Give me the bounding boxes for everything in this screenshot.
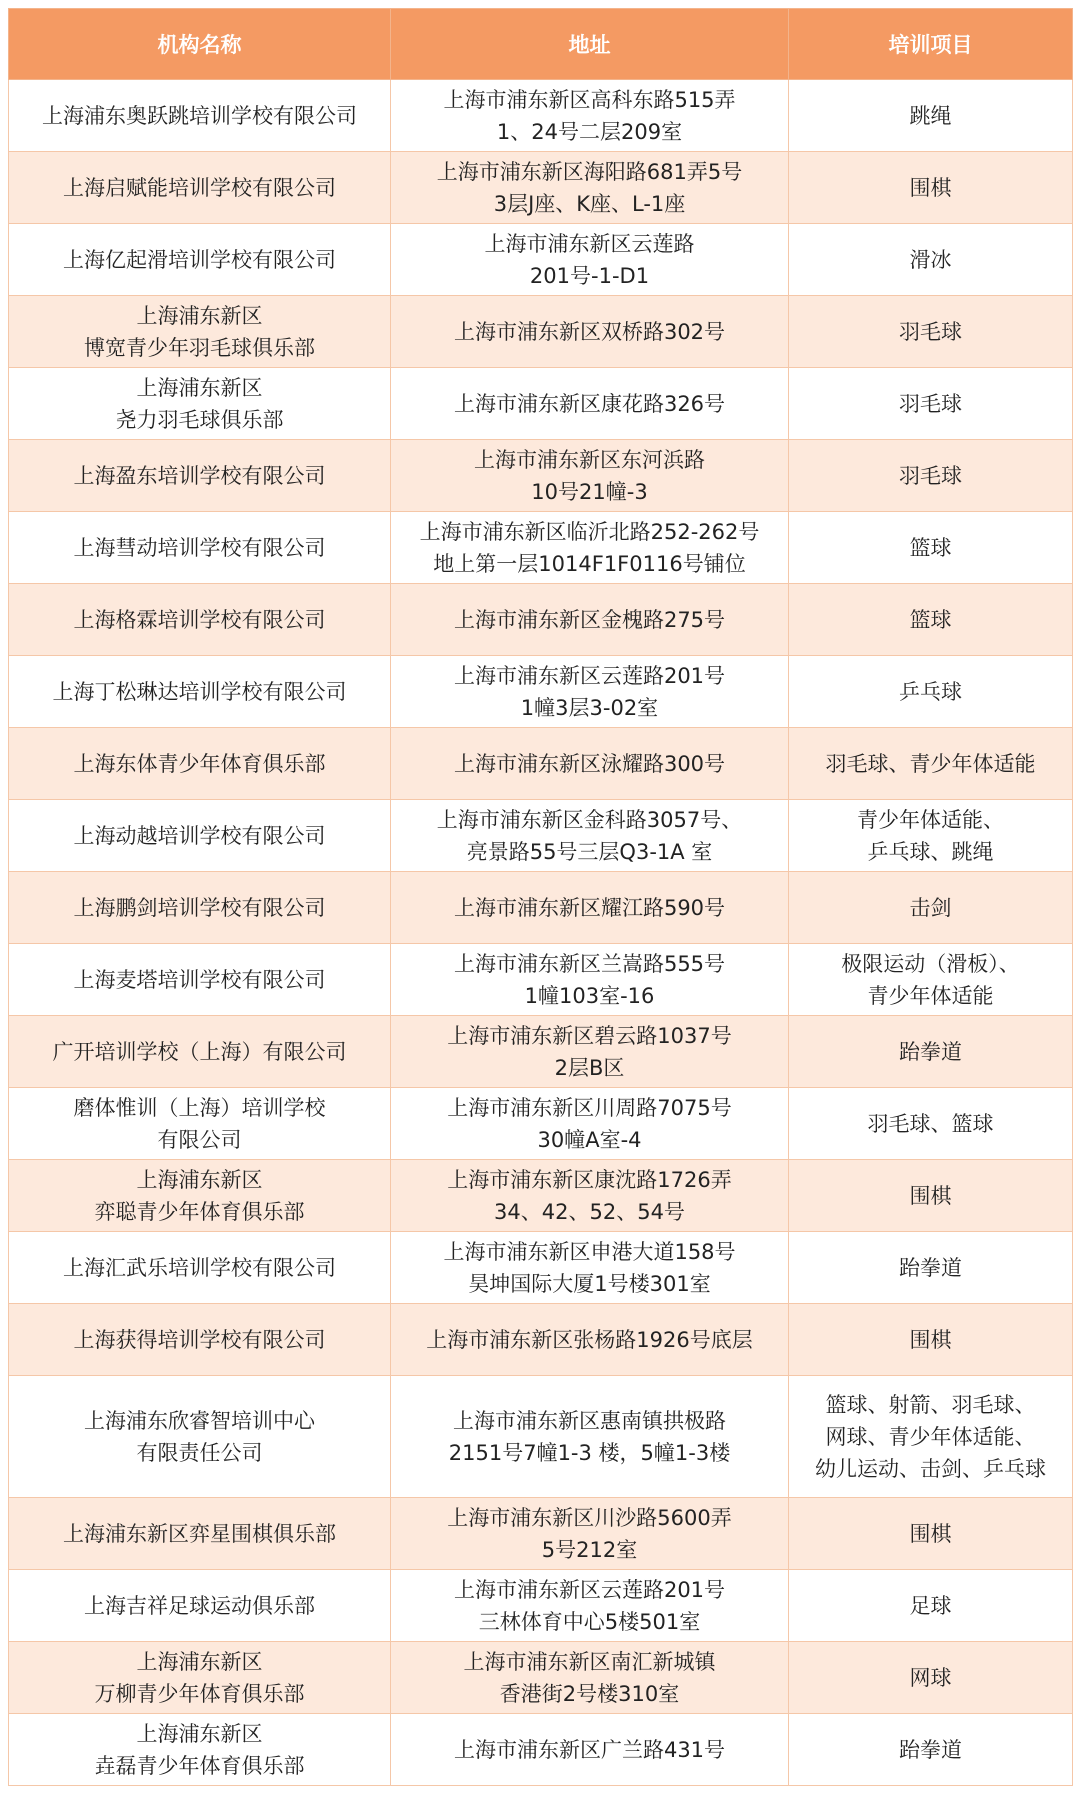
institution-name-cell: 上海盈东培训学校有限公司 [9,440,391,512]
table-row [9,944,1073,1016]
program-cell: 羽毛球 [789,368,1073,440]
institution-name-cell: 上海浦东新区 博宽青少年羽毛球俱乐部 [9,296,391,368]
column-header-program: 培训项目 [789,9,1073,80]
address-cell: 上海市浦东新区泳耀路300号 [391,728,789,800]
address-cell: 上海市浦东新区耀江路590号 [391,872,789,944]
table-row [9,1232,1073,1304]
program-cell: 围棋 [789,152,1073,224]
header-row [9,9,1073,80]
table-row [9,728,1073,800]
program-cell: 围棋 [789,1304,1073,1376]
institution-name-cell: 上海浦东新区 万柳青少年体育俱乐部 [9,1642,391,1714]
table-row [9,1498,1073,1570]
institution-name-cell: 上海鹏剑培训学校有限公司 [9,872,391,944]
institution-name-cell: 上海浦东新区 弈聪青少年体育俱乐部 [9,1160,391,1232]
table-row [9,1304,1073,1376]
address-cell: 上海市浦东新区临沂北路252-262号 地上第一层1014F1F0116号铺位 [391,512,789,584]
program-cell: 羽毛球、青少年体适能 [789,728,1073,800]
program-cell: 篮球 [789,512,1073,584]
institution-name-cell: 上海彗动培训学校有限公司 [9,512,391,584]
institution-name-cell: 上海麦塔培训学校有限公司 [9,944,391,1016]
institution-name-cell: 上海浦东奥跃跳培训学校有限公司 [9,80,391,152]
program-cell: 篮球、射箭、羽毛球、 网球、青少年体适能、 幼儿运动、击剑、乒乓球 [789,1376,1073,1498]
address-cell: 上海市浦东新区广兰路431号 [391,1714,789,1786]
address-cell: 上海市浦东新区云莲路201号 1幢3层3-02室 [391,656,789,728]
table-row [9,1570,1073,1642]
program-cell: 网球 [789,1642,1073,1714]
column-header-address: 地址 [391,9,789,80]
address-cell: 上海市浦东新区康沈路1726弄 34、42、52、54号 [391,1160,789,1232]
program-cell: 跆拳道 [789,1232,1073,1304]
table-row [9,152,1073,224]
address-cell: 上海市浦东新区申港大道158号 昊坤国际大厦1号楼301室 [391,1232,789,1304]
program-cell: 青少年体适能、 乒乓球、跳绳 [789,800,1073,872]
table-row [9,368,1073,440]
address-cell: 上海市浦东新区惠南镇拱极路 2151号7幢1-3 楼，5幢1-3楼 [391,1376,789,1498]
table-row [9,872,1073,944]
institution-name-cell: 上海丁松琳达培训学校有限公司 [9,656,391,728]
table-row [9,224,1073,296]
table-row [9,80,1073,152]
institution-name-cell: 上海格霖培训学校有限公司 [9,584,391,656]
column-header-name: 机构名称 [9,9,391,80]
address-cell: 上海市浦东新区东河浜路 10号21幢-3 [391,440,789,512]
address-cell: 上海市浦东新区康花路326号 [391,368,789,440]
institution-name-cell: 上海浦东新区 尧力羽毛球俱乐部 [9,368,391,440]
address-cell: 上海市浦东新区海阳路681弄5号 3层J座、K座、L-1座 [391,152,789,224]
institution-name-cell: 上海启赋能培训学校有限公司 [9,152,391,224]
address-cell: 上海市浦东新区高科东路515弄 1、24号二层209室 [391,80,789,152]
table-row [9,440,1073,512]
address-cell: 上海市浦东新区云莲路201号 三林体育中心5楼501室 [391,1570,789,1642]
table-row [9,1642,1073,1714]
institution-name-cell: 上海动越培训学校有限公司 [9,800,391,872]
table-row [9,656,1073,728]
address-cell: 上海市浦东新区川沙路5600弄 5号212室 [391,1498,789,1570]
institution-table [8,8,1073,1786]
address-cell: 上海市浦东新区川周路7075号 30幢A室-4 [391,1088,789,1160]
table-row [9,1160,1073,1232]
institution-name-cell: 上海东体青少年体育俱乐部 [9,728,391,800]
program-cell: 跳绳 [789,80,1073,152]
program-cell: 跆拳道 [789,1016,1073,1088]
program-cell: 围棋 [789,1160,1073,1232]
program-cell: 篮球 [789,584,1073,656]
table-row [9,512,1073,584]
program-cell: 滑冰 [789,224,1073,296]
program-cell: 围棋 [789,1498,1073,1570]
table-row [9,584,1073,656]
address-cell: 上海市浦东新区南汇新城镇 香港街2号楼310室 [391,1642,789,1714]
table-row [9,296,1073,368]
address-cell: 上海市浦东新区金槐路275号 [391,584,789,656]
address-cell: 上海市浦东新区云莲路 201号-1-D1 [391,224,789,296]
address-cell: 上海市浦东新区双桥路302号 [391,296,789,368]
program-cell: 极限运动（滑板）、 青少年体适能 [789,944,1073,1016]
program-cell: 足球 [789,1570,1073,1642]
institution-name-cell: 上海浦东新区弈星围棋俱乐部 [9,1498,391,1570]
institution-name-cell: 上海获得培训学校有限公司 [9,1304,391,1376]
institution-name-cell: 磨体惟训（上海）培训学校 有限公司 [9,1088,391,1160]
address-cell: 上海市浦东新区兰嵩路555号 1幢103室-16 [391,944,789,1016]
table-row [9,1016,1073,1088]
institution-name-cell: 上海汇武乐培训学校有限公司 [9,1232,391,1304]
address-cell: 上海市浦东新区金科路3057号、 亮景路55号三层Q3-1A 室 [391,800,789,872]
institution-table-container [8,8,1072,1786]
institution-name-cell: 上海浦东欣睿智培训中心 有限责任公司 [9,1376,391,1498]
program-cell: 击剑 [789,872,1073,944]
table-row [9,1088,1073,1160]
program-cell: 羽毛球 [789,296,1073,368]
program-cell: 羽毛球 [789,440,1073,512]
address-cell: 上海市浦东新区碧云路1037号 2层B区 [391,1016,789,1088]
institution-name-cell: 广开培训学校（上海）有限公司 [9,1016,391,1088]
program-cell: 乒乓球 [789,656,1073,728]
program-cell: 跆拳道 [789,1714,1073,1786]
institution-name-cell: 上海浦东新区 垚磊青少年体育俱乐部 [9,1714,391,1786]
table-body [9,80,1073,1786]
table-row [9,1376,1073,1498]
table-row [9,800,1073,872]
institution-name-cell: 上海吉祥足球运动俱乐部 [9,1570,391,1642]
program-cell: 羽毛球、篮球 [789,1088,1073,1160]
table-header [9,9,1073,80]
institution-name-cell: 上海亿起滑培训学校有限公司 [9,224,391,296]
table-row [9,1714,1073,1786]
address-cell: 上海市浦东新区张杨路1926号底层 [391,1304,789,1376]
